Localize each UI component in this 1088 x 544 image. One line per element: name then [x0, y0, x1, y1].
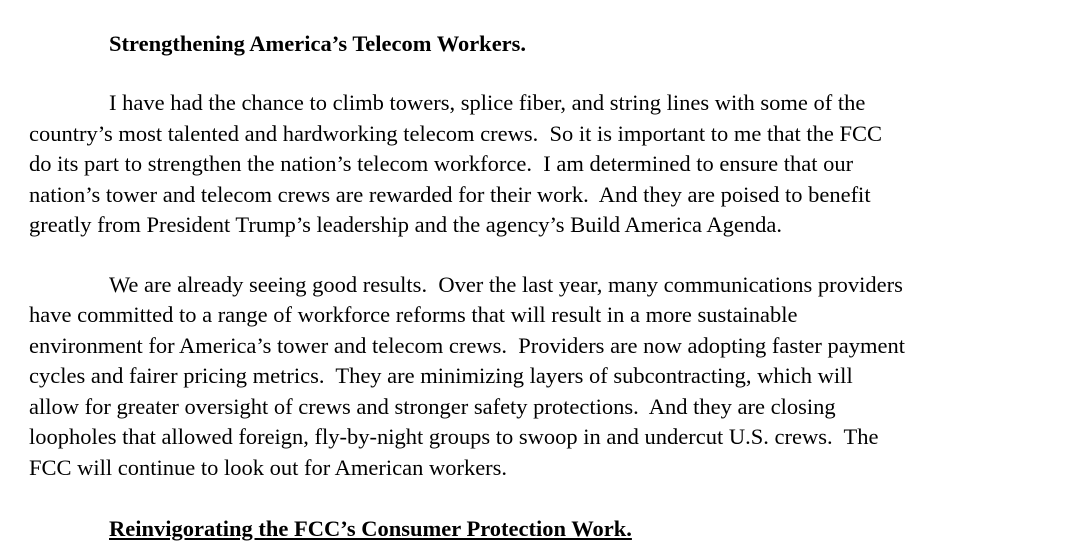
- paragraph-telecom-crews: [29, 88, 1069, 241]
- paragraph-line: have committed to a range of workforce reforms that will result in a more sustainable: [29, 302, 798, 327]
- paragraph-line: I have had the chance to climb towers, splice fiber, and string lines with some of the: [109, 90, 866, 115]
- paragraph-line: country’s most talented and hardworking telecom crews. So it is important to me that the FCC: [29, 120, 882, 146]
- paragraph-line: loopholes that allowed foreign, fly-by-night groups to swoop in and undercut U.S. crews. The: [29, 424, 879, 449]
- paragraph-line: greatly from President Trump’s leadership and the agency’s Build America Agenda.: [29, 212, 782, 237]
- paragraph-line: FCC will continue to look out for American workers.: [29, 454, 508, 480]
- paragraph-line: nation’s tower and telecom crews are rewarded for their work. And they are poised to benefit: [29, 181, 871, 207]
- paragraph-line: environment for America’s tower and telecom crews. Providers are now adopting faster payment: [29, 332, 905, 358]
- paragraph-good-results: [29, 270, 1069, 484]
- section-heading-consumer-protection: [29, 513, 632, 544]
- document-page: [29, 28, 1069, 541]
- paragraph-line: do its part to strengthen the nation’s telecom workforce. I am determined to ensure that our: [29, 151, 854, 176]
- paragraph-line: We are already seeing good results. Over the last year, many communications providers: [109, 271, 903, 297]
- section-heading-text: Reinvigorating the FCC’s Consumer Protection Work.: [109, 516, 632, 541]
- section-heading-telecom-workers: Strengthening America’s Telecom Workers.: [109, 31, 527, 56]
- paragraph-line: cycles and fairer pricing metrics. They are minimizing layers of subcontracting, which will: [29, 363, 853, 388]
- paragraph-line: allow for greater oversight of crews and stronger safety protections. And they are closing: [29, 393, 836, 419]
